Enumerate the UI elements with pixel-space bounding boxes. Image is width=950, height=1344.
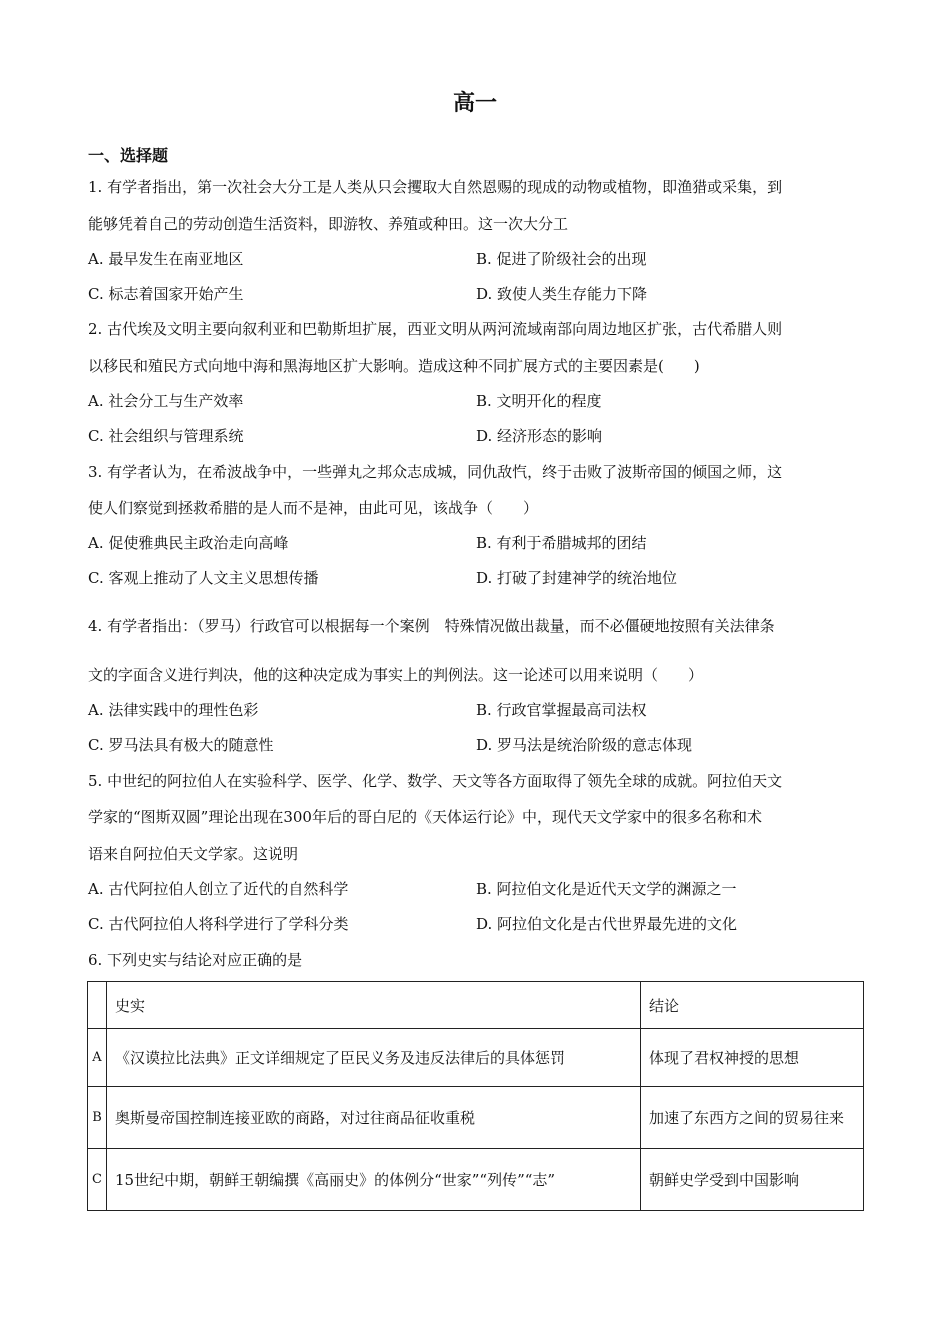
- row-conclusion: 加速了东西方之间的贸易往来: [641, 1087, 864, 1149]
- q1-option-d: D. 致使人类生存能力下降: [476, 285, 648, 303]
- question-6-stem: 6. 下列史实与结论对应正确的是: [88, 951, 303, 969]
- q3-option-a: A. 促使雅典民主政治走向高峰: [88, 534, 289, 552]
- q1-option-c: C. 标志着国家开始产生: [88, 285, 244, 303]
- row-label: C: [88, 1149, 107, 1211]
- q1-option-b: B. 促进了阶级社会的出现: [476, 250, 647, 268]
- q2-option-c: C. 社会组织与管理系统: [88, 427, 244, 445]
- q3-option-c: C. 客观上推动了人文主义思想传播: [88, 569, 319, 587]
- row-conclusion: 体现了君权神授的思想: [641, 1029, 864, 1087]
- q4-option-a: A. 法律实践中的理性色彩: [88, 701, 259, 719]
- question-4-line-1: 4. 有学者指出：（罗马）行政官可以根据每一个案例 特殊情况做出裁量，而不必僵硬地按照有关法律条: [88, 617, 775, 635]
- question-3-line-2: 使人们察觉到拯救希腊的是人而不是神，由此可见，该战争（ ）: [88, 499, 539, 517]
- header-cell-index: [88, 982, 107, 1029]
- table-row: [88, 1087, 864, 1149]
- section-heading: 一、选择题: [88, 146, 169, 165]
- row-label: A: [88, 1029, 107, 1087]
- row-fact: 奥斯曼帝国控制连接亚欧的商路，对过往商品征收重税: [107, 1087, 641, 1149]
- page-title: 高一: [452, 90, 497, 116]
- comparison-table: [87, 981, 864, 1211]
- q5-option-d: D. 阿拉伯文化是古代世界最先进的文化: [476, 915, 738, 933]
- row-conclusion: 朝鲜史学受到中国影响: [641, 1149, 864, 1211]
- row-fact: 15世纪中期，朝鲜王朝编撰《高丽史》的体例分“世家”“列传”“志”: [107, 1149, 641, 1211]
- question-5-line-3: 语来自阿拉伯天文学家。这说明: [88, 845, 299, 863]
- q2-option-a: A. 社会分工与生产效率: [88, 392, 244, 410]
- table-header-row: [88, 982, 864, 1029]
- row-label: B: [88, 1087, 107, 1149]
- q4-option-c: C. 罗马法具有极大的随意性: [88, 736, 274, 754]
- question-1-line-1: 1. 有学者指出，第一次社会大分工是人类从只会攫取大自然恩赐的现成的动物或植物，即渔猎或采集，到: [88, 178, 783, 196]
- q4-option-b: B. 行政官掌握最高司法权: [476, 701, 647, 719]
- header-cell-fact: 史实: [107, 982, 641, 1029]
- q5-option-a: A. 古代阿拉伯人创立了近代的自然科学: [88, 880, 349, 898]
- q4-option-d: D. 罗马法是统治阶级的意志体现: [476, 736, 693, 754]
- table-row: [88, 1149, 864, 1211]
- q1-option-a: A. 最早发生在南亚地区: [88, 250, 244, 268]
- header-cell-conclusion: 结论: [641, 982, 864, 1029]
- q5-option-c: C. 古代阿拉伯人将科学进行了学科分类: [88, 915, 349, 933]
- question-2-line-2: 以移民和殖民方式向地中海和黑海地区扩大影响。造成这种不同扩展方式的主要因素是( ): [88, 357, 700, 375]
- q5-option-b: B. 阿拉伯文化是近代天文学的渊源之一: [476, 880, 737, 898]
- q3-option-b: B. 有利于希腊城邦的团结: [476, 534, 647, 552]
- row-fact: 《汉谟拉比法典》正文详细规定了臣民义务及违反法律后的具体惩罚: [107, 1029, 641, 1087]
- q2-option-b: B. 文明开化的程度: [476, 392, 602, 410]
- question-5-line-1: 5. 中世纪的阿拉伯人在实验科学、医学、化学、数学、天文等各方面取得了领先全球的成就。阿拉伯天文: [88, 772, 783, 790]
- table-row: [88, 1029, 864, 1087]
- question-5-line-2: 学家的“图斯双圆”理论出现在300年后的哥白尼的《天体运行论》中，现代天文学家中的很多名称和术: [88, 808, 762, 826]
- q3-option-d: D. 打破了封建神学的统治地位: [476, 569, 678, 587]
- question-3-line-1: 3. 有学者认为，在希波战争中，一些弹丸之邦众志成城，同仇敌忾，终于击败了波斯帝国的倾国之师，这: [88, 463, 783, 481]
- question-2-line-1: 2. 古代埃及文明主要向叙利亚和巴勒斯坦扩展，西亚文明从两河流域南部向周边地区扩张，古代希腊人则: [88, 320, 783, 338]
- question-4-line-2: 文的字面含义进行判决，他的这种决定成为事实上的判例法。这一论述可以用来说明（ ）: [88, 666, 704, 684]
- question-1-line-2: 能够凭着自己的劳动创造生活资料，即游牧、养殖或种田。这一次大分工: [88, 215, 569, 233]
- q2-option-d: D. 经济形态的影响: [476, 427, 603, 445]
